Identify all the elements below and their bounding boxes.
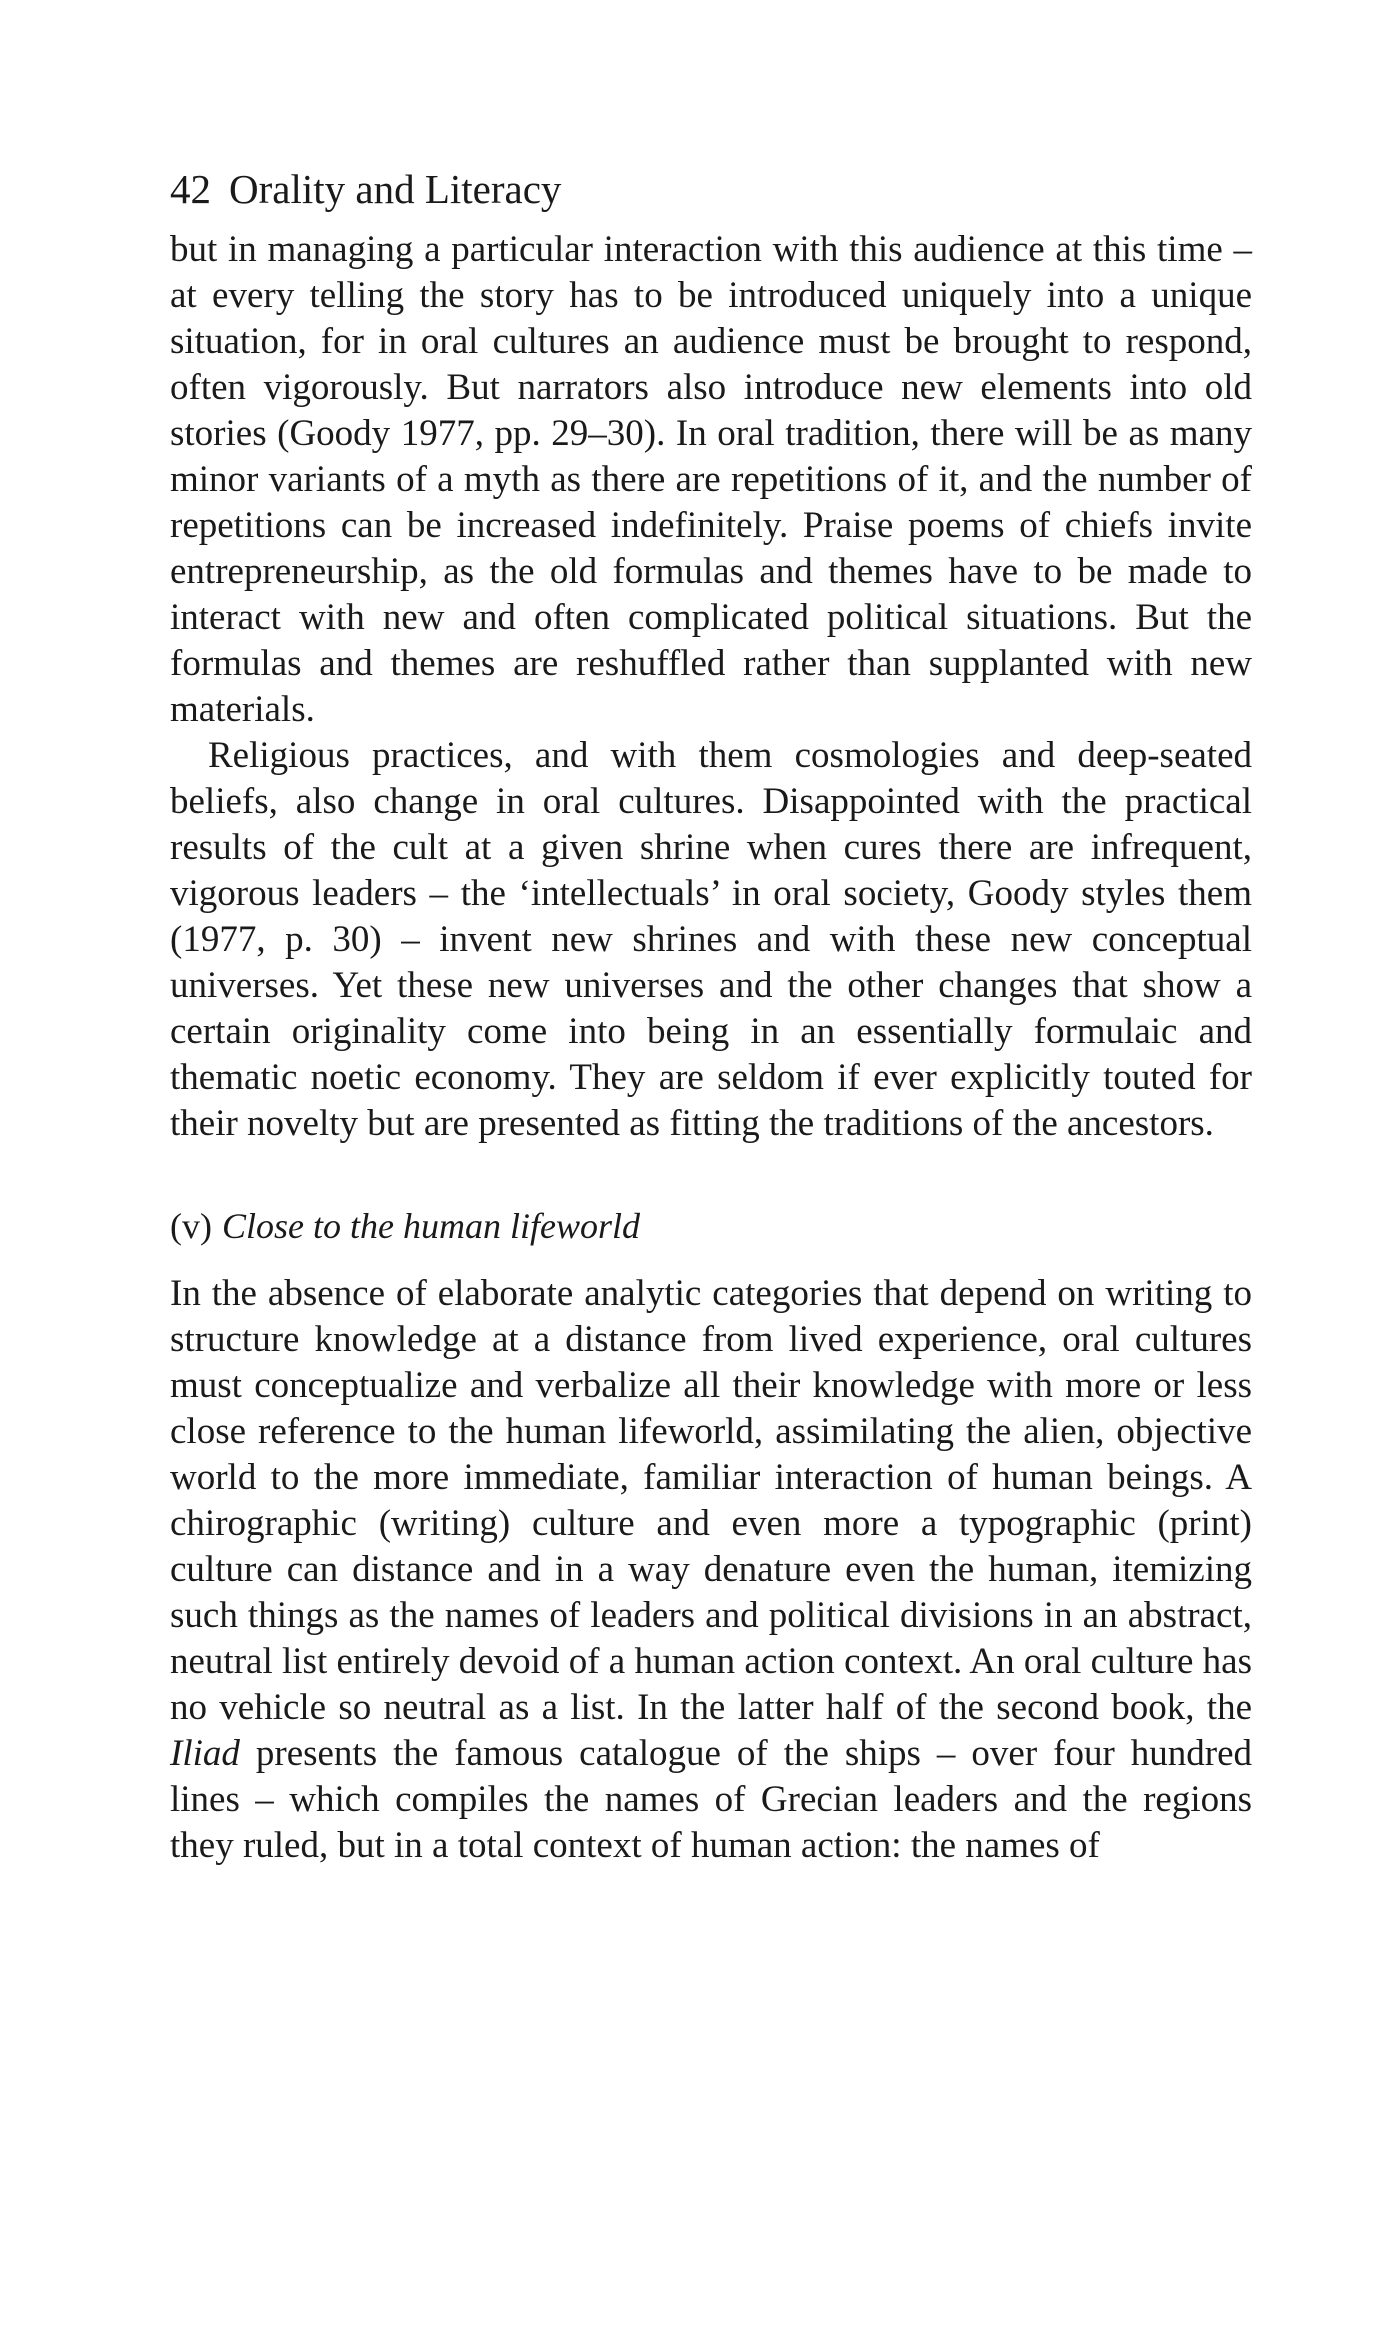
paragraph-1: but in managing a particular interaction with this audience at this time – at every telling the story has to be introduced uniquely into a unique situation, for in oral cultures an audience must be brought to respond, often vigorously. But narrators also introduce new elements into old stories (Goody 1977, pp. 29–30). In oral tradition, there will be as many minor variants of a myth as there are repetitions of it, and the number of repetitions can be increased indefinitely. Praise poems of chiefs invite entrepreneurship, as the old formulas and themes have to be made to interact with new and often complicated political situations. But the formulas and themes are reshuffled rather than supplanted with new materials. xyxy=(170,229,1252,730)
section-heading xyxy=(170,1203,1252,1249)
paragraph-2: Religious practices, and with them cosmologies and deep-seated beliefs, also change in oral cultures. Disappointed with the practical results of the cult at a given shrine when cures there are infrequent, vigorous leaders – the ‘intellectuals’ in oral society, Goody styles them (1977, p. 30) – invent new shrines and with these new conceptual universes. Yet these new universes and the other changes that show a certain originality come into being in an essentially formulaic and thematic noetic economy. They are seldom if ever explicitly touted for their novelty but are presented as fitting the traditions of the ancestors. xyxy=(170,735,1252,1144)
paragraph-3-text-b: presents the famous catalogue of the ships – over four hundred lines – which compiles the names of Grecian leaders and the regions they ruled, but in a total context of human action: the names of xyxy=(170,1733,1252,1866)
paragraph-3-text-a: In the absence of elaborate analytic categories that depend on writing to structure knowledge at a distance from lived experience, oral cultures must conceptualize and verbalize all their knowledge with more or less close reference to the human lifeworld, assimilating the alien, objective world to the more immediate, familiar interaction of human beings. A chirographic (writing) culture and even more a typographic (print) culture can distance and in a way denature even the human, itemizing such things as the names of leaders and political divisions in an abstract, neutral list entirely devoid of a human action context. An oral culture has no vehicle so neutral as a list. In the latter half of the second book, the xyxy=(170,1273,1252,1728)
page-number: 42 xyxy=(170,166,211,212)
section-title: Close to the human lifeworld xyxy=(221,1206,640,1246)
section-numeral: (v) xyxy=(170,1206,212,1246)
paragraph-3 xyxy=(170,1271,1252,1869)
iliad-italic: Iliad xyxy=(170,1733,240,1774)
running-head xyxy=(170,165,1252,213)
book-title: Orality and Literacy xyxy=(229,166,562,212)
book-page xyxy=(170,165,1252,1869)
